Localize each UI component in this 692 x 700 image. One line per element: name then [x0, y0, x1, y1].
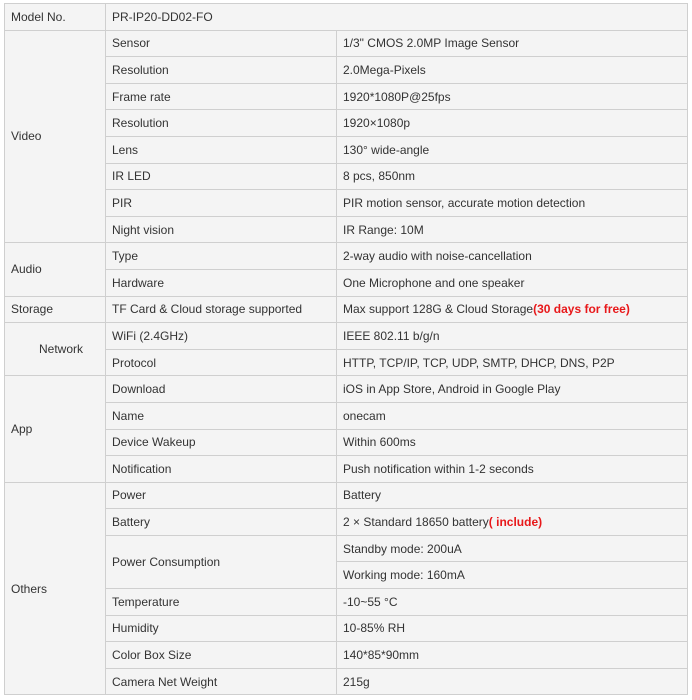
spec-value: 1/3" CMOS 2.0MP Image Sensor: [337, 30, 688, 57]
spec-value: 2.0Mega-Pixels: [337, 57, 688, 84]
spec-value: Within 600ms: [337, 429, 688, 456]
spec-value: Standby mode: 200uA: [337, 535, 688, 562]
table-row: [5, 376, 688, 403]
spec-key: WiFi (2.4GHz): [106, 323, 337, 350]
table-row: [5, 535, 688, 562]
spec-value: onecam: [337, 402, 688, 429]
table-row: [5, 243, 688, 270]
spec-value: IEEE 802.11 b/g/n: [337, 323, 688, 350]
spec-value: HTTP, TCP/IP, TCP, UDP, SMTP, DHCP, DNS, P2P: [337, 349, 688, 376]
table-row: [5, 589, 688, 616]
spec-value: 2-way audio with noise-cancellation: [337, 243, 688, 270]
spec-key: Lens: [106, 136, 337, 163]
table-row: [5, 615, 688, 642]
spec-value: 130° wide-angle: [337, 136, 688, 163]
spec-key: Download: [106, 376, 337, 403]
category-audio: Audio: [5, 243, 106, 296]
storage-highlight: (30 days for free): [533, 302, 630, 317]
table-row: [5, 482, 688, 509]
model-label: Model No.: [5, 4, 106, 31]
table-row: [5, 349, 688, 376]
table-row: [5, 216, 688, 243]
spec-key: Camera Net Weight: [106, 668, 337, 695]
spec-key: Protocol: [106, 349, 337, 376]
spec-key: Frame rate: [106, 83, 337, 110]
spec-key: Night vision: [106, 216, 337, 243]
spec-key: Notification: [106, 456, 337, 483]
table-row: [5, 668, 688, 695]
table-row: [5, 429, 688, 456]
category-network: Network: [5, 323, 106, 376]
spec-key: Battery: [106, 509, 337, 536]
spec-value: 1920×1080p: [337, 110, 688, 137]
spec-key: IR LED: [106, 163, 337, 190]
spec-value: PIR motion sensor, accurate motion detection: [337, 190, 688, 217]
table-row: [5, 269, 688, 296]
table-row: [5, 57, 688, 84]
spec-key: Power: [106, 482, 337, 509]
spec-table-container: [4, 3, 688, 695]
spec-value: -10~55 °C: [337, 589, 688, 616]
spec-value: IR Range: 10M: [337, 216, 688, 243]
spec-table: [4, 3, 688, 695]
category-app: App: [5, 376, 106, 482]
table-row: [5, 642, 688, 669]
table-row: [5, 30, 688, 57]
table-row: [5, 509, 688, 536]
spec-value: iOS in App Store, Android in Google Play: [337, 376, 688, 403]
spec-key: Temperature: [106, 589, 337, 616]
spec-key: Resolution: [106, 110, 337, 137]
spec-key: TF Card & Cloud storage supported: [106, 296, 337, 323]
spec-value: [337, 509, 688, 536]
table-row: [5, 110, 688, 137]
model-value: PR-IP20-DD02-FO: [106, 4, 688, 31]
table-row: [5, 456, 688, 483]
spec-value: 8 pcs, 850nm: [337, 163, 688, 190]
table-row: [5, 402, 688, 429]
table-row-model: [5, 4, 688, 31]
storage-value-text: Max support 128G & Cloud Storage: [343, 302, 534, 317]
battery-highlight: ( include): [488, 515, 543, 530]
spec-key: Device Wakeup: [106, 429, 337, 456]
spec-key: Resolution: [106, 57, 337, 84]
category-others: Others: [5, 482, 106, 695]
table-row: [5, 163, 688, 190]
table-row: [5, 323, 688, 350]
spec-value: Push notification within 1-2 seconds: [337, 456, 688, 483]
spec-value: 10-85% RH: [337, 615, 688, 642]
table-row: [5, 136, 688, 163]
spec-key: Type: [106, 243, 337, 270]
spec-value: 1920*1080P@25fps: [337, 83, 688, 110]
spec-value: 215g: [337, 668, 688, 695]
table-row: [5, 83, 688, 110]
spec-value: One Microphone and one speaker: [337, 269, 688, 296]
spec-key: Power Consumption: [106, 535, 337, 588]
spec-key: Humidity: [106, 615, 337, 642]
spec-value: Battery: [337, 482, 688, 509]
spec-key: PIR: [106, 190, 337, 217]
spec-value: 140*85*90mm: [337, 642, 688, 669]
spec-key: Name: [106, 402, 337, 429]
table-row: [5, 190, 688, 217]
spec-key: Sensor: [106, 30, 337, 57]
spec-value: [337, 296, 688, 323]
table-row: [5, 296, 688, 323]
spec-value: Working mode: 160mA: [337, 562, 688, 589]
battery-value-text: 2 × Standard 18650 battery: [343, 515, 489, 530]
category-video: Video: [5, 30, 106, 243]
spec-key: Color Box Size: [106, 642, 337, 669]
category-storage: Storage: [5, 296, 106, 323]
spec-key: Hardware: [106, 269, 337, 296]
